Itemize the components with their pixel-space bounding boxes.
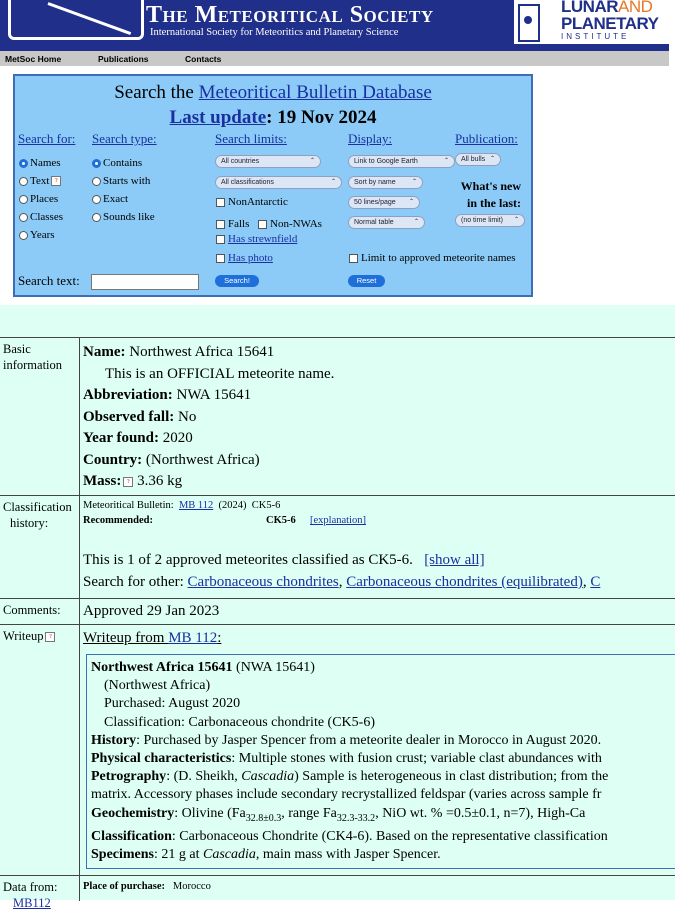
writeup-label: Writeup ? (0, 625, 80, 882)
publication-select[interactable]: All bulls ⌃ (455, 153, 501, 166)
radio-text[interactable]: Text ? (19, 175, 61, 187)
radio-exact[interactable]: Exact (92, 193, 128, 205)
radio-icon[interactable] (92, 195, 101, 204)
time-limit-select[interactable]: (no time limit) ⌃ (455, 214, 525, 227)
whats-new-label-2: in the last: (467, 196, 521, 210)
radio-sounds-like[interactable]: Sounds like (92, 211, 155, 223)
radio-selected-icon[interactable] (19, 159, 28, 168)
data-from-row (0, 875, 675, 910)
radio-contains[interactable]: Contains (92, 157, 142, 169)
mass-help-icon[interactable]: ? (123, 477, 133, 487)
classification-label: Classification history: (0, 496, 80, 599)
data-from-label: Data from: MB112 (0, 876, 80, 901)
more-classes-link[interactable]: C (590, 574, 601, 590)
site-banner (0, 0, 669, 51)
site-title[interactable]: The Meteoritical Society (146, 2, 434, 28)
comments-value: Approved 29 Jan 2023 (83, 603, 220, 619)
radio-icon[interactable] (19, 213, 28, 222)
search-button[interactable]: Search! (215, 275, 259, 287)
meteor-logo-icon[interactable] (8, 0, 144, 40)
comments-row (0, 598, 675, 625)
mb112-link[interactable]: MB 112 (178, 500, 214, 511)
photo-checkbox[interactable]: Has photo (216, 252, 273, 264)
search-type-heading[interactable]: Search type: (92, 131, 157, 146)
last-update-link[interactable]: Last update (169, 107, 267, 128)
lpi-logo-line3: INSTITUTE (561, 32, 630, 41)
recommended-class: CK5-6 (266, 515, 296, 526)
nav-publications[interactable]: Publications (98, 54, 149, 64)
last-update: Last update: 19 Nov 2024 (169, 107, 377, 128)
classifications-select[interactable]: All classifications ⌃ (215, 176, 342, 189)
radio-icon[interactable] (92, 177, 101, 186)
nav-contacts[interactable]: Contacts (185, 54, 222, 64)
lines-per-page-select[interactable]: 50 lines/page ⌃ (348, 196, 420, 209)
radio-years[interactable]: Years (19, 229, 55, 241)
radio-places[interactable]: Places (19, 193, 58, 205)
place-of-purchase: Place of purchase: Morocco (83, 881, 211, 892)
search-for-heading[interactable]: Search for: (18, 131, 76, 146)
basic-info-content: Name: Northwest Africa 15641 This is an OFFICIAL meteorite name. Abbreviation: NWA 15641 Observed fall: No Year found: 2020 Country: (Northwest Africa) Mass: ? 3.36 kg (83, 344, 335, 489)
falls-checkbox[interactable]: Falls (216, 218, 249, 230)
writeup-link[interactable]: Writeup from MB 112: (83, 630, 222, 646)
lpi-logo-line2: PLANETARY (561, 14, 659, 33)
carbonaceous-equilibrated-link[interactable]: Carbonaceous chondrites (equilibrated) (346, 574, 583, 590)
radio-icon[interactable] (19, 195, 28, 204)
countries-select[interactable]: All countries ⌃ (215, 155, 321, 168)
search-other: Search for other: Carbonaceous chondrites, Carbonaceous chondrites (equilibrated), C (83, 574, 601, 590)
limit-approved-checkbox[interactable]: Limit to approved meteorite names (349, 252, 516, 264)
nav-metsoc-home[interactable]: MetSoc Home (5, 54, 62, 64)
sort-select[interactable]: Sort by name ⌃ (348, 176, 423, 189)
basic-info-row (0, 337, 675, 496)
radio-classes[interactable]: Classes (19, 211, 63, 223)
display-heading[interactable]: Display: (348, 131, 393, 146)
reset-button[interactable]: Reset (348, 275, 385, 287)
checkbox-icon[interactable] (349, 254, 358, 263)
country: (Northwest Africa) (145, 451, 260, 468)
approved-count: This is 1 of 2 approved meteorites classified as CK5-6. [show all] (83, 552, 485, 568)
search-title: Search the Meteoritical Bulletin Database (114, 82, 432, 103)
basic-info-label: Basic information (0, 338, 80, 496)
site-subtitle: International Society for Meteoritics and Planetary Science (150, 27, 399, 38)
non-nwas-checkbox[interactable]: Non-NWAs (258, 218, 322, 230)
explanation-link[interactable]: [explanation] (310, 515, 366, 526)
radio-icon[interactable] (19, 177, 28, 186)
official-note: This is an OFFICIAL meteorite name. (105, 365, 335, 382)
checkbox-icon[interactable] (216, 254, 225, 263)
checkbox-icon[interactable] (216, 198, 225, 207)
radio-names[interactable]: Names (19, 157, 61, 169)
bulletin-line: Meteoritical Bulletin: MB 112 (2024) CK5-6 (83, 500, 281, 511)
strewnfield-checkbox[interactable]: Has strewnfield (216, 233, 297, 245)
search-text-label: Search text: (18, 273, 80, 288)
comments-label: Comments: (0, 599, 80, 625)
table-type-select[interactable]: Normal table ⌃ (348, 216, 425, 229)
radio-icon[interactable] (19, 231, 28, 240)
meteorite-name: Northwest Africa 15641 (129, 344, 275, 360)
writeup-box: Northwest Africa 15641 (NWA 15641) (Northwest Africa) Purchased: August 2020 Classification: Carbonaceous chondrite (CK5-6) History: Purchased by Jasper Spencer from a meteorite dealer in Morocco in August 2020. Physical characteristics: Multiple stones with fusion crust; variable clast abundances with Petrography: (D. Sheikh, Cascadia) Sample is heterogeneous in clast distribution; from the matrix. Accessory phases include secondary recrystallized feldspar (varies across sample fr Geochemistry: Olivine ($Fa_{32.8\pm 0.3}$, range $Fa_{32.3-33.2}$, NiO wt. % =0.5±0.1, n=7), High-Ca Classification: Carbonaceous Chondrite (CK4-6). Based on the representative classification Specimens: 21 g at Cascadia, main mass with Jasper Spencer. (86, 654, 675, 869)
search-panel (13, 74, 533, 297)
lpi-dot-icon (524, 16, 532, 24)
year-found: 2020 (162, 430, 193, 446)
publication-heading[interactable]: Publication: (455, 131, 518, 146)
nav-bar (0, 51, 669, 66)
writeup-help-icon[interactable]: ? (45, 632, 55, 642)
search-text-input[interactable] (91, 274, 199, 290)
checkbox-icon[interactable] (258, 220, 267, 229)
recommended-label: Recommended: (83, 515, 153, 526)
show-all-link[interactable]: [show all] (424, 552, 485, 568)
checkbox-icon[interactable] (216, 220, 225, 229)
checkbox-icon[interactable] (216, 235, 225, 244)
radio-icon[interactable] (92, 213, 101, 222)
observed-fall: No (178, 408, 197, 425)
mb112-data-link[interactable]: MB112 (13, 896, 51, 910)
abbreviation: NWA 15641 (176, 387, 252, 403)
search-limits-heading[interactable]: Search limits: (215, 131, 287, 146)
nonantarctic-checkbox[interactable]: NonAntarctic (216, 196, 288, 208)
radio-selected-icon[interactable] (92, 159, 101, 168)
classification-row (0, 495, 675, 599)
mass-value: 3.36 kg (137, 473, 183, 489)
bulletin-database-link[interactable]: Meteoritical Bulletin Database (198, 82, 432, 103)
lpi-logo[interactable] (514, 0, 669, 44)
map-link-select[interactable]: Link to Google Earth ⌃ (348, 155, 455, 168)
radio-starts-with[interactable]: Starts with (92, 175, 150, 187)
results-table (0, 305, 675, 910)
help-icon[interactable]: ? (51, 176, 61, 186)
whats-new-label-1: What's new (460, 179, 521, 193)
lpi-logo-line1: LUNARAND (561, 0, 653, 16)
carbonaceous-chondrites-link[interactable]: Carbonaceous chondrites (187, 574, 339, 590)
